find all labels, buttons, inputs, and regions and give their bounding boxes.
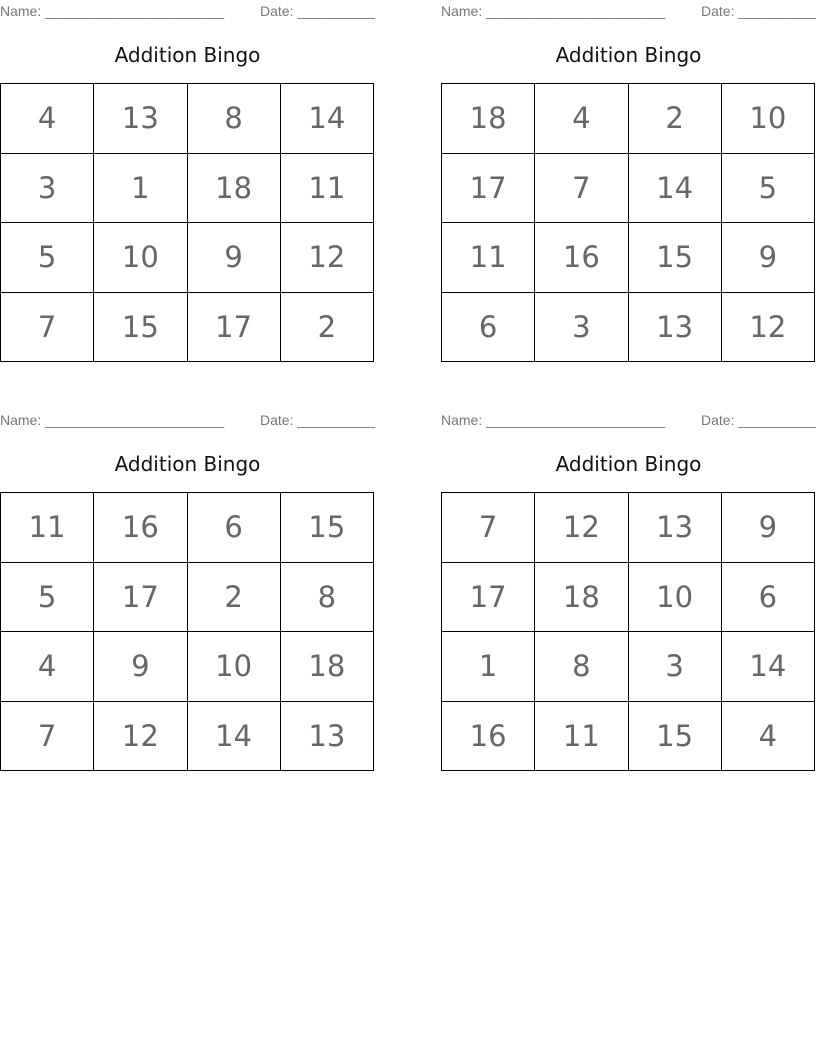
grid-cell: 2 — [280, 292, 373, 362]
grid-cell: 12 — [94, 701, 187, 771]
grid-cell: 17 — [94, 562, 187, 632]
grid-cell: 5 — [721, 153, 814, 223]
card-title: Addition Bingo — [555, 452, 702, 476]
grid-cell: 4 — [721, 701, 814, 771]
name-field-label: Name: _______________________ — [0, 3, 225, 19]
grid-cell: 18 — [442, 84, 535, 154]
card-header — [0, 3, 375, 19]
grid-cell: 11 — [535, 701, 628, 771]
grid-cell: 8 — [187, 84, 280, 154]
grid-row — [1, 632, 374, 702]
grid-row — [442, 153, 815, 223]
grid-cell: 18 — [280, 632, 373, 702]
bingo-grid — [0, 492, 374, 771]
grid-cell: 2 — [187, 562, 280, 632]
grid-cell: 4 — [1, 632, 94, 702]
bingo-grid — [441, 83, 815, 362]
grid-cell: 15 — [280, 493, 373, 563]
grid-cell: 7 — [1, 292, 94, 362]
grid-cell: 11 — [1, 493, 94, 563]
grid-cell: 5 — [1, 223, 94, 293]
grid-cell: 15 — [628, 223, 721, 293]
grid-cell: 3 — [628, 632, 721, 702]
grid-row — [1, 701, 374, 771]
grid-cell: 11 — [280, 153, 373, 223]
grid-cell: 17 — [187, 292, 280, 362]
grid-row — [442, 701, 815, 771]
grid-cell: 16 — [442, 701, 535, 771]
grid-cell: 10 — [187, 632, 280, 702]
grid-row — [442, 562, 815, 632]
grid-cell: 16 — [94, 493, 187, 563]
grid-row — [442, 84, 815, 154]
grid-row — [1, 84, 374, 154]
grid-cell: 17 — [442, 153, 535, 223]
grid-cell: 9 — [94, 632, 187, 702]
grid-cell: 9 — [721, 223, 814, 293]
grid-cell: 3 — [1, 153, 94, 223]
grid-cell: 12 — [535, 493, 628, 563]
grid-cell: 8 — [280, 562, 373, 632]
grid-cell: 18 — [187, 153, 280, 223]
grid-cell: 1 — [94, 153, 187, 223]
grid-cell: 15 — [628, 701, 721, 771]
grid-cell: 13 — [628, 292, 721, 362]
grid-cell: 9 — [721, 493, 814, 563]
card-title: Addition Bingo — [555, 43, 702, 67]
grid-row — [442, 493, 815, 563]
date-field-label: Date: __________ — [260, 3, 376, 19]
date-field-label: Date: __________ — [701, 3, 816, 19]
grid-cell: 2 — [628, 84, 721, 154]
grid-cell: 16 — [535, 223, 628, 293]
grid-cell: 5 — [1, 562, 94, 632]
grid-cell: 10 — [628, 562, 721, 632]
grid-cell: 13 — [94, 84, 187, 154]
grid-row — [442, 292, 815, 362]
grid-cell: 9 — [187, 223, 280, 293]
grid-cell: 3 — [535, 292, 628, 362]
bingo-grid — [0, 83, 374, 362]
grid-cell: 6 — [187, 493, 280, 563]
grid-row — [1, 153, 374, 223]
grid-cell: 14 — [280, 84, 373, 154]
date-field-label: Date: __________ — [701, 412, 816, 428]
grid-cell: 10 — [721, 84, 814, 154]
grid-cell: 14 — [721, 632, 814, 702]
grid-cell: 17 — [442, 562, 535, 632]
grid-cell: 7 — [535, 153, 628, 223]
grid-cell: 7 — [442, 493, 535, 563]
name-field-label: Name: _______________________ — [441, 3, 666, 19]
grid-cell: 12 — [280, 223, 373, 293]
grid-cell: 1 — [442, 632, 535, 702]
card-header — [441, 3, 816, 19]
name-field-label: Name: _______________________ — [0, 412, 225, 428]
grid-cell: 14 — [628, 153, 721, 223]
name-field-label: Name: _______________________ — [441, 412, 666, 428]
grid-cell: 11 — [442, 223, 535, 293]
grid-cell: 8 — [535, 632, 628, 702]
grid-cell: 13 — [280, 701, 373, 771]
grid-cell: 7 — [1, 701, 94, 771]
grid-row — [442, 223, 815, 293]
grid-row — [1, 292, 374, 362]
grid-cell: 4 — [1, 84, 94, 154]
grid-cell: 12 — [721, 292, 814, 362]
grid-cell: 13 — [628, 493, 721, 563]
card-header — [441, 412, 816, 428]
bingo-grid — [441, 492, 815, 771]
grid-row — [1, 562, 374, 632]
grid-cell: 14 — [187, 701, 280, 771]
grid-cell: 18 — [535, 562, 628, 632]
date-field-label: Date: __________ — [260, 412, 376, 428]
grid-row — [442, 632, 815, 702]
grid-row — [1, 493, 374, 563]
card-title: Addition Bingo — [114, 43, 261, 67]
grid-cell: 4 — [535, 84, 628, 154]
card-title: Addition Bingo — [114, 452, 261, 476]
grid-cell: 6 — [442, 292, 535, 362]
grid-cell: 6 — [721, 562, 814, 632]
grid-cell: 15 — [94, 292, 187, 362]
grid-cell: 10 — [94, 223, 187, 293]
card-header — [0, 412, 375, 428]
grid-row — [1, 223, 374, 293]
